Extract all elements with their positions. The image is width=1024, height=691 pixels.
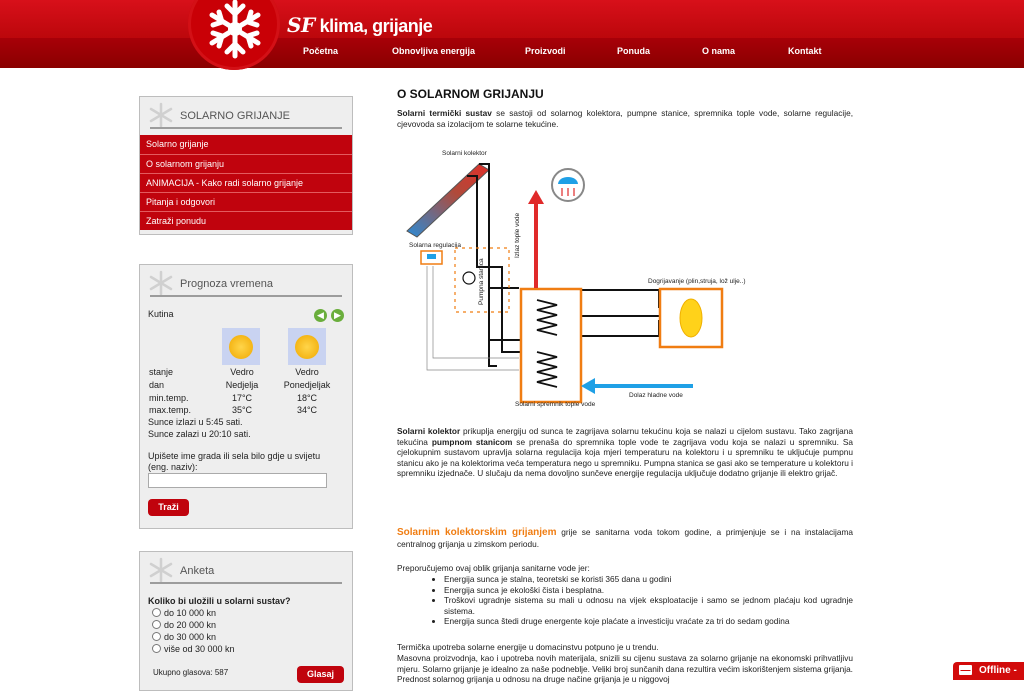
day1-stanje: Vedro xyxy=(230,367,254,377)
label-dan: dan xyxy=(149,379,165,390)
day2-dan: Ponedjeljak xyxy=(283,379,331,390)
vote-button[interactable]: Glasaj xyxy=(297,666,344,683)
city-search-input[interactable] xyxy=(148,473,327,488)
benefits-list xyxy=(397,574,853,627)
weather-title: Prognoza vremena xyxy=(180,278,273,290)
label-cold-in: Dolaz hladne vode xyxy=(629,392,683,399)
intro-paragraph xyxy=(397,108,853,129)
poll-option-1[interactable] xyxy=(152,607,235,619)
mail-icon xyxy=(959,665,972,675)
day1-max: 35°C xyxy=(231,405,253,416)
brand-name[interactable] xyxy=(287,13,432,37)
day2-stanje: Vedro xyxy=(295,367,319,377)
list-item: • Energija sunca je stalna, teoretski se koristi 365 dana u godini xyxy=(444,574,853,585)
menu-item-zatrazi-ponudu[interactable]: Zatraži ponudu xyxy=(140,211,352,230)
label-hot-out: Izlaz tople vode xyxy=(514,212,521,258)
main-nav xyxy=(0,46,1024,60)
poll-title: Anketa xyxy=(180,565,215,577)
option-label: do 20 000 kn xyxy=(164,620,217,630)
solar-system-diagram xyxy=(397,140,797,420)
divider xyxy=(150,295,342,297)
weather-header xyxy=(140,265,352,297)
poll-option-4[interactable] xyxy=(152,643,235,655)
flame-icon xyxy=(680,299,702,337)
day2-min: 18°C xyxy=(296,392,318,403)
label-max-temp: max.temp. xyxy=(149,405,192,416)
list-item: • Energija sunca je ekološki čista i besplatna. xyxy=(444,585,853,596)
p2-bold-1: Solarni kolektor xyxy=(397,426,461,436)
poll-total: Ukupno glasova: 587 xyxy=(153,668,229,677)
page-title: O SOLARNOM GRIJANJU xyxy=(397,87,544,101)
paragraph-production: Masovna proizvodnja, kao i upotreba novih materijala, snizili su cijenu sustava za solarno grijanje na ekonomski prihvatljivu mjeru. Solarno grijanje je idealno za naše podneblje. Veliki broj sunčanih dana rezultira većim iskorištenjem sistema grijanja. Prednost solarnog grijanja u odnosu na druge načine grijanja je u niggovoj xyxy=(397,653,853,685)
day1-min: 17°C xyxy=(231,392,253,403)
weather-row-labels xyxy=(149,366,191,417)
label-min-temp: min.temp. xyxy=(149,392,189,403)
label-tank: Solarni spremnik tople vode xyxy=(515,401,596,408)
sun-icon xyxy=(222,328,260,365)
sunrise-text: Sunce izlazi u 5:45 sati. xyxy=(148,417,243,427)
nav-pocetna[interactable]: Početna xyxy=(303,46,339,56)
search-button[interactable]: Traži xyxy=(148,499,189,516)
list-item: • Energija sunca štedi druge energente koje plaćate a investiciju vraćate za tri do sedam godina xyxy=(444,616,853,627)
divider xyxy=(150,127,342,129)
weather-day-2 xyxy=(278,366,336,417)
nav-kontakt[interactable]: Kontakt xyxy=(788,46,822,56)
city-search-label: Upišete ime grada ili sela bilo gdje u svijetu (eng. naziv): xyxy=(148,451,321,472)
p2-text-1: prikuplja energiju od sunca te zagrijava solarnu tekućinu koja se nalazi u cijelom sustavu. Tako zagrijana tekućina xyxy=(397,426,853,447)
weather-box xyxy=(139,264,353,529)
snowflake-icon xyxy=(147,270,175,296)
divider xyxy=(150,582,342,584)
sun-icon xyxy=(288,328,326,365)
solar-menu-header xyxy=(140,97,352,129)
p2-bold-2: pumpnom stanicom xyxy=(431,436,513,447)
label-regulation: Solarna regulacija xyxy=(409,242,462,249)
list-item: • Troškovi ugradnje sistema su mali u odnosu na vijek eksploatacije i samo se jednom plaćaju kod ugradnje sistema. xyxy=(444,595,853,616)
intro-text: se sastoji od solarnog kolektora, pumpne stanice, spremnika tople vode, solarne regulacije, cjevovoda sa izolacijom te solarne tekućine. xyxy=(397,108,853,129)
day1-dan: Nedjelja xyxy=(225,379,259,390)
option-label: do 10 000 kn xyxy=(164,608,217,618)
paragraph-trend: Termička upotreba solarne energije u domacinstvu potpuno je u trendu. xyxy=(397,642,659,652)
nav-o-nama[interactable]: O nama xyxy=(702,46,736,56)
prev-arrow-icon[interactable]: ◀ xyxy=(314,309,327,322)
radio-button[interactable] xyxy=(152,632,161,641)
paragraph-collector xyxy=(397,426,853,479)
chat-offline-button[interactable] xyxy=(953,662,1024,680)
label-stanje: stanje xyxy=(149,367,174,377)
poll-question: Koliko bi uložili u solarni sustav? xyxy=(148,596,291,606)
weather-city: Kutina xyxy=(148,309,174,319)
next-arrow-icon[interactable]: ▶ xyxy=(331,309,344,322)
snowflake-icon xyxy=(147,102,175,128)
radio-button[interactable] xyxy=(152,608,161,617)
p2-text-2: se prenaša do spremnika tople vode te zagrijava vodu koja se nalazi u spremniku. Sa cjelokupnim sustavom upravlja solarna regulacija koja mjeri temperaturu na kolektoru i u spremniku te ukljućuje pumpnu stanicu ako je na kolektorima veća temperatura nego u spremniku. Pumpna stanica se gasi ako se temperature u kolektoru i spremniku izjednače. U slučaju da nema dovoljno sunčeve energije regulacija uključuje dodatno grijanje ili elektro grijač. xyxy=(397,436,853,479)
nav-proizvodi[interactable]: Proizvodi xyxy=(525,46,566,56)
menu-item-animacija[interactable]: ANIMACIJA - Kako radi solarno grijanje xyxy=(140,173,352,192)
poll-header xyxy=(140,552,352,584)
radio-button[interactable] xyxy=(152,620,161,629)
brand-sf: SF xyxy=(287,13,315,37)
chat-status: Offline - xyxy=(979,665,1017,676)
poll-option-2[interactable] xyxy=(152,619,235,631)
shower-icon xyxy=(552,169,584,201)
label-collector: Solarni kolektor xyxy=(442,150,487,157)
site-header xyxy=(0,0,1024,68)
sunset-text: Sunce zalazi u 20:10 sati. xyxy=(148,429,251,439)
label-reheat: Dogrijavanje (plin,struja, lož ulje..) xyxy=(648,278,746,285)
p3-text: grije se sanitarna voda tokom godine, a primjenjuje se i na instalacijama centralnog grijanja u zimskom periodu. xyxy=(397,527,853,549)
radio-button[interactable] xyxy=(152,644,161,653)
paragraph-recommend: Preporučujemo ovaj oblik grijanja sanitarne vode jer: xyxy=(397,563,590,573)
main-content xyxy=(397,87,853,101)
menu-item-pitanja[interactable]: Pitanja i odgovori xyxy=(140,192,352,211)
poll-option-3[interactable] xyxy=(152,631,235,643)
poll-box xyxy=(139,551,353,691)
paragraph-usage xyxy=(397,527,853,549)
weather-day-1 xyxy=(216,366,268,417)
menu-item-solarno-grijanje[interactable]: Solarno grijanje xyxy=(140,135,352,154)
solar-menu-box xyxy=(139,96,353,235)
label-pump: Pumpna stanica xyxy=(478,258,485,305)
p3-orange: Solarnim kolektorskim grijanjem xyxy=(397,527,557,538)
option-label: do 30 000 kn xyxy=(164,632,217,642)
option-label: više od 30 000 kn xyxy=(164,644,235,654)
solar-menu-list xyxy=(140,135,352,230)
nav-obnovljiva-energija[interactable]: Obnovljiva energija xyxy=(392,46,476,56)
brand-text: klima, grijanje xyxy=(319,16,433,36)
day2-max: 34°C xyxy=(296,405,318,416)
snowflake-icon xyxy=(147,557,175,583)
menu-item-o-solarnom-grijanju[interactable]: O solarnom grijanju xyxy=(140,154,352,173)
solar-menu-title: SOLARNO GRIJANJE xyxy=(180,110,291,122)
nav-ponuda[interactable]: Ponuda xyxy=(617,46,650,56)
intro-bold: Solarni termički sustav xyxy=(397,108,492,118)
poll-options xyxy=(152,607,235,655)
pump-icon xyxy=(463,272,475,284)
